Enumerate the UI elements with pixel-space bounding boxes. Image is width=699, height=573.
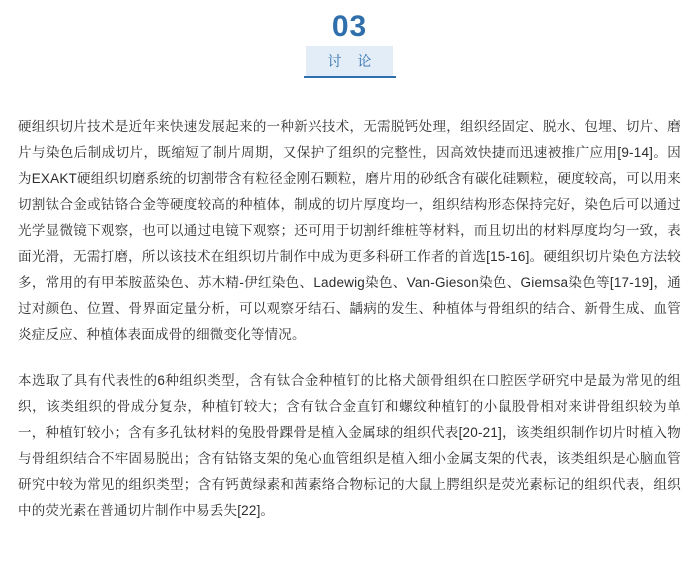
section-title: 讨 论 [306, 46, 394, 76]
document-body [10, 114, 689, 524]
section-header [10, 0, 689, 78]
paragraph-1: 硬组织切片技术是近年来快速发展起来的一种新兴技术，无需脱钙处理，组织经固定、脱水、包埋、切片、磨片与染色后制成切片，既缩短了制片周期，又保护了组织的完整性，因高效快捷而迅速被推广应用[9-14]。因为EXAKT硬组织切磨系统的切割带含有粒径金刚石颗粒，磨片用的砂纸含有碳化硅颗粒，硬度较高，可以用来切割钛合金或钴铬合金等硬度较高的种植体，制成的切片厚度均一，组织结构形态保持完好，染色后可以通过光学显微镜下观察，也可以通过电镜下观察；还可用于切割纤维桩等材料，而且切出的材料厚度均匀一致，表面光滑，无需打磨，所以该技术在组织切片制作中成为更多科研工作者的首选[15-16]。硬组织切片染色方法较多，常用的有甲苯胺蓝染色、苏木精-伊红染色、Ladewig染色、Van-Gieson染色、Giemsa染色等[17-19]，通过对颜色、位置、骨界面定量分析，可以观察牙结石、龋病的发生、种植体与骨组织的结合、新骨生成、血管炎症反应、种植体表面成骨的细微变化等情况。 [18, 119, 681, 342]
paragraph-2: 本选取了具有代表性的6种组织类型，含有钛合金种植钉的比格犬颌骨组织在口腔医学研究中是最为常见的组织，该类组织的骨成分复杂，种植钉较大；含有钛合金直钉和螺纹种植钉的小鼠股骨相对来讲骨组织较为单一，种植钉较小；含有多孔钛材料的兔股骨踝骨是植入金属球的组织代表[20-21]，该类组织制作切片时植入物与骨组织结合不牢固易脱出；含有钴铬支架的兔心血管组织是植入细小金属支架的代表，该类组织是心脑血管研究中较为常见的组织类型；含有钙黄绿素和茜素络合物标记的大鼠上腭组织是荧光素标记的组织代表，组织中的荧光素在普通切片制作中易丢失[22]。 [18, 373, 681, 518]
section-number: 03 [331, 10, 368, 43]
section-title-underline [304, 76, 396, 78]
